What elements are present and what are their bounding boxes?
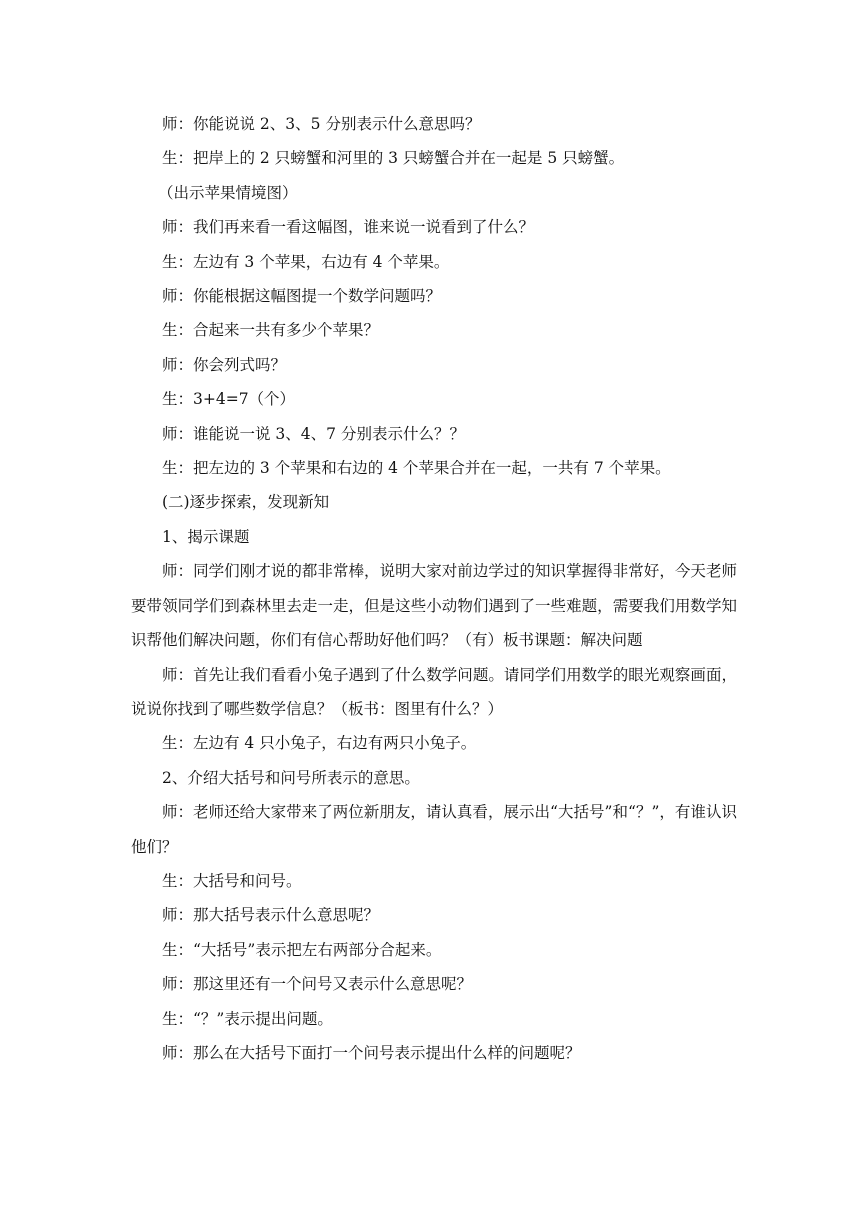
subheading-2: 2、介绍大括号和问号所表示的意思。 [162, 768, 420, 787]
paragraph-22: 师：那这里还有一个问号又表示什么意思呢？ [162, 975, 473, 994]
subheading-1: 1、揭示课题 [162, 527, 250, 546]
paragraph-19: 生：大括号和问号。 [162, 871, 302, 890]
section-heading-2: (二)逐步探索，发现新知 [162, 493, 330, 512]
paragraph-8: 师：你会列式吗？ [162, 355, 287, 374]
paragraph-7: 生：合起来一共有多少个苹果？ [162, 321, 380, 340]
paragraph-3: （出示苹果情境图） [158, 183, 298, 202]
document-body [131, 107, 737, 1070]
paragraph-4: 师：我们再来看一看这幅图，谁来说一说看到了什么？ [162, 218, 535, 237]
paragraph-10: 师：谁能说一说 3、4、7 分别表示什么？？ [162, 424, 465, 443]
paragraph-14: 师：同学们刚才说的都非常棒，说明大家对前边学过的知识掌握得非常好，今天老师要带领同学们到森林里去走一走，但是这些小动物们遇到了一些难题，需要我们用数学知识帮他们解决问题，你们有信心帮助好他们吗？（有）板书课题：解决问题 [131, 562, 737, 650]
paragraph-6: 师：你能根据这幅图提一个数学问题吗？ [162, 287, 442, 306]
paragraph-1: 师：你能说说 2、3、5 分别表示什么意思吗？ [162, 115, 481, 133]
paragraph-11: 生：把左边的 3 个苹果和右边的 4 个苹果合并在一起，一共有 7 个苹果。 [162, 459, 671, 478]
paragraph-18: 师：老师还给大家带来了两位新朋友，请认真看，展示出“大括号”和“？”，有谁认识他们？ [131, 803, 737, 856]
paragraph-20: 师：那大括号表示什么意思呢？ [162, 906, 380, 925]
paragraph-23: 生：“？”表示提出问题。 [162, 1009, 333, 1028]
paragraph-2: 生：把岸上的 2 只螃蟹和河里的 3 只螃蟹合并在一起是 5 只螃蟹。 [162, 149, 625, 168]
paragraph-9: 生：3+4=7（个） [162, 390, 296, 409]
paragraph-15: 师：首先让我们看看小兔子遇到了什么数学问题。请同学们用数学的眼光观察画面，说说你找到了哪些数学信息？（板书：图里有什么？） [131, 665, 737, 718]
paragraph-16: 生：左边有 4 只小兔子，右边有两只小兔子。 [162, 734, 477, 753]
paragraph-24: 师：那么在大括号下面打一个问号表示提出什么样的问题呢？ [162, 1043, 581, 1062]
paragraph-21: 生：“大括号”表示把左右两部分合起来。 [162, 940, 442, 959]
paragraph-5: 生：左边有 3 个苹果，右边有 4 个苹果。 [162, 252, 450, 271]
